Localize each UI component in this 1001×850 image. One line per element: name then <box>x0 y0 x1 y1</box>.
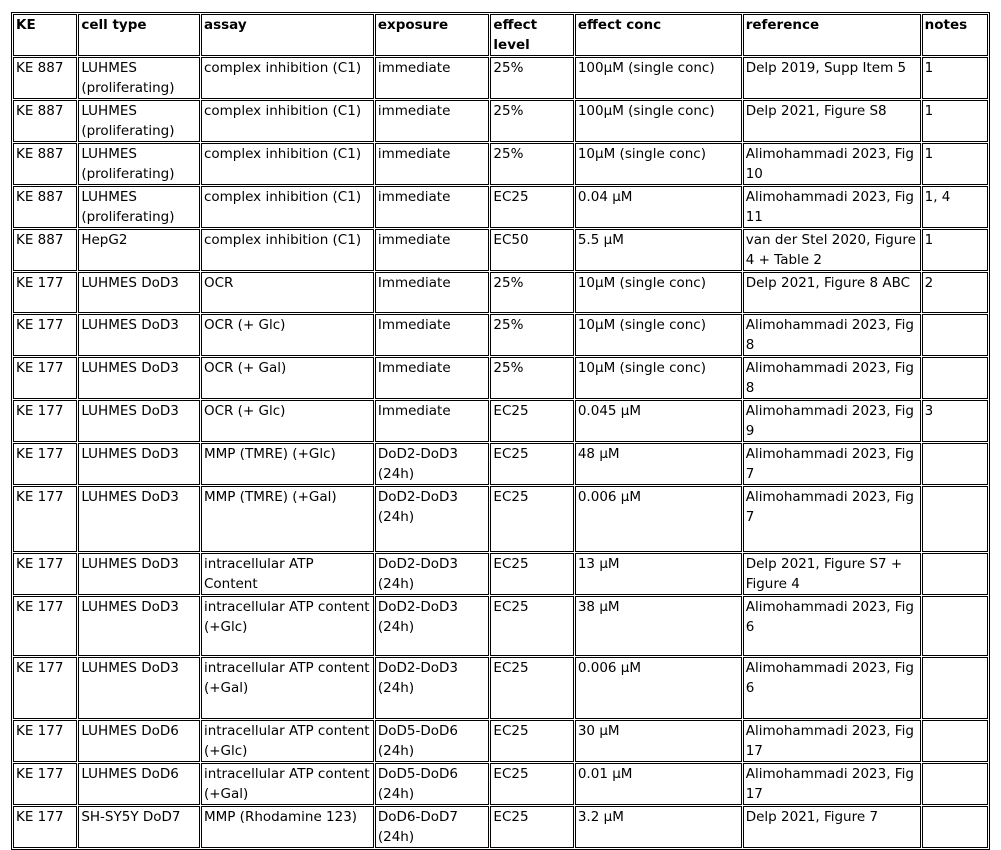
table-body <box>13 57 988 848</box>
cell-effect_conc: 0.04 µM <box>575 186 742 228</box>
cell-assay: complex inhibition (C1) <box>201 186 374 228</box>
cell-effect_level: 25% <box>490 357 573 399</box>
cell-cell_type: LUHMES DoD3 <box>78 314 200 356</box>
column-header-exposure: exposure <box>375 14 490 56</box>
cell-notes <box>922 314 988 356</box>
cell-ke: KE 177 <box>13 720 77 762</box>
cell-effect_conc: 10µM (single conc) <box>575 314 742 356</box>
cell-exposure: Immediate <box>375 357 490 399</box>
cell-notes: 2 <box>922 272 988 313</box>
cell-ke: KE 177 <box>13 657 77 719</box>
cell-assay: complex inhibition (C1) <box>201 143 374 185</box>
cell-ke: KE 177 <box>13 357 77 399</box>
cell-ke: KE 177 <box>13 486 77 552</box>
cell-reference: van der Stel 2020, Figure 4 + Table 2 <box>743 229 921 271</box>
cell-effect_conc: 0.01 µM <box>575 763 742 805</box>
cell-effect_level: EC25 <box>490 186 573 228</box>
table-row <box>13 229 988 271</box>
cell-assay: MMP (TMRE) (+Gal) <box>201 486 374 552</box>
cell-assay: OCR <box>201 272 374 313</box>
cell-reference: Delp 2021, Figure 8 ABC <box>743 272 921 313</box>
cell-notes <box>922 443 988 485</box>
cell-exposure: immediate <box>375 57 490 99</box>
table-row <box>13 486 988 552</box>
cell-assay: intracellular ATP content (+Gal) <box>201 657 374 719</box>
cell-reference: Alimohammadi 2023, Fig 8 <box>743 314 921 356</box>
cell-effect_level: 25% <box>490 100 573 142</box>
cell-exposure: Immediate <box>375 314 490 356</box>
cell-effect_conc: 13 µM <box>575 553 742 595</box>
cell-reference: Delp 2019, Supp Item 5 <box>743 57 921 99</box>
cell-assay: intracellular ATP content (+Glc) <box>201 596 374 656</box>
cell-assay: intracellular ATP Content <box>201 553 374 595</box>
table-row <box>13 806 988 848</box>
cell-cell_type: LUHMES DoD3 <box>78 400 200 442</box>
table-row <box>13 720 988 762</box>
cell-exposure: DoD2-DoD3 (24h) <box>375 596 490 656</box>
cell-cell_type: LUHMES DoD3 <box>78 486 200 552</box>
table-row <box>13 143 988 185</box>
cell-exposure: DoD2-DoD3 (24h) <box>375 486 490 552</box>
cell-exposure: immediate <box>375 229 490 271</box>
cell-exposure: immediate <box>375 186 490 228</box>
column-header-effect_level: effect level <box>490 14 573 56</box>
cell-cell_type: LUHMES DoD3 <box>78 357 200 399</box>
cell-effect_conc: 10µM (single conc) <box>575 357 742 399</box>
cell-effect_level: 25% <box>490 57 573 99</box>
header-row <box>13 14 988 56</box>
column-header-notes: notes <box>922 14 988 56</box>
cell-effect_level: EC25 <box>490 806 573 848</box>
cell-assay: MMP (TMRE) (+Glc) <box>201 443 374 485</box>
cell-effect_conc: 0.006 µM <box>575 486 742 552</box>
cell-reference: Alimohammadi 2023, Fig 7 <box>743 443 921 485</box>
cell-ke: KE 177 <box>13 806 77 848</box>
cell-notes: 3 <box>922 400 988 442</box>
cell-cell_type: LUHMES DoD3 <box>78 443 200 485</box>
table-row <box>13 272 988 313</box>
cell-cell_type: LUHMES DoD3 <box>78 596 200 656</box>
cell-effect_level: EC25 <box>490 486 573 552</box>
cell-effect_conc: 48 µM <box>575 443 742 485</box>
cell-notes: 1 <box>922 229 988 271</box>
cell-exposure: DoD5-DoD6 (24h) <box>375 720 490 762</box>
cell-effect_conc: 0.045 µM <box>575 400 742 442</box>
cell-notes <box>922 596 988 656</box>
cell-assay: OCR (+ Glc) <box>201 400 374 442</box>
cell-exposure: immediate <box>375 100 490 142</box>
cell-effect_level: EC25 <box>490 400 573 442</box>
cell-effect_level: EC25 <box>490 443 573 485</box>
cell-effect_level: EC25 <box>490 720 573 762</box>
cell-notes: 1 <box>922 57 988 99</box>
effects-table <box>11 12 990 850</box>
cell-reference: Alimohammadi 2023, Fig 6 <box>743 657 921 719</box>
cell-effect_conc: 100µM (single conc) <box>575 57 742 99</box>
cell-notes <box>922 357 988 399</box>
cell-exposure: DoD6-DoD7 (24h) <box>375 806 490 848</box>
cell-exposure: Immediate <box>375 400 490 442</box>
cell-effect_conc: 10µM (single conc) <box>575 272 742 313</box>
table-row <box>13 400 988 442</box>
cell-reference: Alimohammadi 2023, Fig 8 <box>743 357 921 399</box>
cell-cell_type: LUHMES DoD6 <box>78 720 200 762</box>
table-row <box>13 657 988 719</box>
cell-ke: KE 177 <box>13 553 77 595</box>
table-row <box>13 596 988 656</box>
cell-effect_level: EC25 <box>490 657 573 719</box>
cell-effect_conc: 38 µM <box>575 596 742 656</box>
cell-reference: Delp 2021, Figure S7 + Figure 4 <box>743 553 921 595</box>
cell-effect_conc: 30 µM <box>575 720 742 762</box>
cell-cell_type: LUHMES DoD3 <box>78 657 200 719</box>
cell-reference: Alimohammadi 2023, Fig 7 <box>743 486 921 552</box>
cell-reference: Alimohammadi 2023, Fig 17 <box>743 720 921 762</box>
cell-ke: KE 177 <box>13 763 77 805</box>
cell-effect_conc: 3.2 µM <box>575 806 742 848</box>
cell-notes <box>922 486 988 552</box>
cell-effect_conc: 5.5 µM <box>575 229 742 271</box>
cell-reference: Alimohammadi 2023, Fig 17 <box>743 763 921 805</box>
cell-cell_type: LUHMES DoD6 <box>78 763 200 805</box>
cell-assay: OCR (+ Glc) <box>201 314 374 356</box>
cell-exposure: DoD2-DoD3 (24h) <box>375 657 490 719</box>
column-header-effect_conc: effect conc <box>575 14 742 56</box>
cell-exposure: DoD2-DoD3 (24h) <box>375 553 490 595</box>
cell-ke: KE 177 <box>13 443 77 485</box>
cell-cell_type: HepG2 <box>78 229 200 271</box>
cell-ke: KE 177 <box>13 272 77 313</box>
cell-ke: KE 887 <box>13 186 77 228</box>
cell-reference: Alimohammadi 2023, Fig 9 <box>743 400 921 442</box>
cell-exposure: immediate <box>375 143 490 185</box>
cell-exposure: DoD5-DoD6 (24h) <box>375 763 490 805</box>
table-header <box>13 14 988 56</box>
cell-assay: complex inhibition (C1) <box>201 100 374 142</box>
cell-assay: intracellular ATP content (+Glc) <box>201 720 374 762</box>
cell-cell_type: LUHMES (proliferating) <box>78 186 200 228</box>
cell-assay: MMP (Rhodamine 123) <box>201 806 374 848</box>
cell-ke: KE 177 <box>13 314 77 356</box>
cell-ke: KE 887 <box>13 57 77 99</box>
cell-cell_type: LUHMES DoD3 <box>78 553 200 595</box>
cell-notes: 1, 4 <box>922 186 988 228</box>
cell-ke: KE 887 <box>13 100 77 142</box>
cell-reference: Alimohammadi 2023, Fig 11 <box>743 186 921 228</box>
cell-assay: OCR (+ Gal) <box>201 357 374 399</box>
cell-ke: KE 177 <box>13 400 77 442</box>
table-row <box>13 100 988 142</box>
cell-notes: 1 <box>922 100 988 142</box>
cell-effect_conc: 0.006 µM <box>575 657 742 719</box>
cell-ke: KE 887 <box>13 229 77 271</box>
column-header-assay: assay <box>201 14 374 56</box>
cell-cell_type: LUHMES DoD3 <box>78 272 200 313</box>
cell-notes <box>922 553 988 595</box>
cell-assay: intracellular ATP content (+Gal) <box>201 763 374 805</box>
cell-effect_conc: 10µM (single conc) <box>575 143 742 185</box>
cell-effect_level: 25% <box>490 314 573 356</box>
cell-ke: KE 887 <box>13 143 77 185</box>
cell-ke: KE 177 <box>13 596 77 656</box>
cell-notes <box>922 720 988 762</box>
cell-assay: complex inhibition (C1) <box>201 57 374 99</box>
cell-effect_conc: 100µM (single conc) <box>575 100 742 142</box>
cell-cell_type: LUHMES (proliferating) <box>78 100 200 142</box>
cell-cell_type: SH-SY5Y DoD7 <box>78 806 200 848</box>
cell-effect_level: EC25 <box>490 596 573 656</box>
column-header-reference: reference <box>743 14 921 56</box>
column-header-ke: KE <box>13 14 77 56</box>
table-row <box>13 314 988 356</box>
cell-reference: Alimohammadi 2023, Fig 6 <box>743 596 921 656</box>
cell-reference: Delp 2021, Figure S8 <box>743 100 921 142</box>
cell-exposure: DoD2-DoD3 (24h) <box>375 443 490 485</box>
cell-cell_type: LUHMES (proliferating) <box>78 143 200 185</box>
cell-cell_type: LUHMES (proliferating) <box>78 57 200 99</box>
table-row <box>13 553 988 595</box>
table-row <box>13 57 988 99</box>
table-row <box>13 443 988 485</box>
cell-effect_level: EC50 <box>490 229 573 271</box>
cell-effect_level: EC25 <box>490 763 573 805</box>
table-row <box>13 357 988 399</box>
cell-exposure: Immediate <box>375 272 490 313</box>
table-row <box>13 763 988 805</box>
cell-assay: complex inhibition (C1) <box>201 229 374 271</box>
cell-notes <box>922 763 988 805</box>
table-row <box>13 186 988 228</box>
cell-effect_level: EC25 <box>490 553 573 595</box>
cell-effect_level: 25% <box>490 143 573 185</box>
cell-notes: 1 <box>922 143 988 185</box>
column-header-cell_type: cell type <box>78 14 200 56</box>
cell-notes <box>922 657 988 719</box>
cell-effect_level: 25% <box>490 272 573 313</box>
cell-reference: Alimohammadi 2023, Fig 10 <box>743 143 921 185</box>
cell-notes <box>922 806 988 848</box>
cell-reference: Delp 2021, Figure 7 <box>743 806 921 848</box>
